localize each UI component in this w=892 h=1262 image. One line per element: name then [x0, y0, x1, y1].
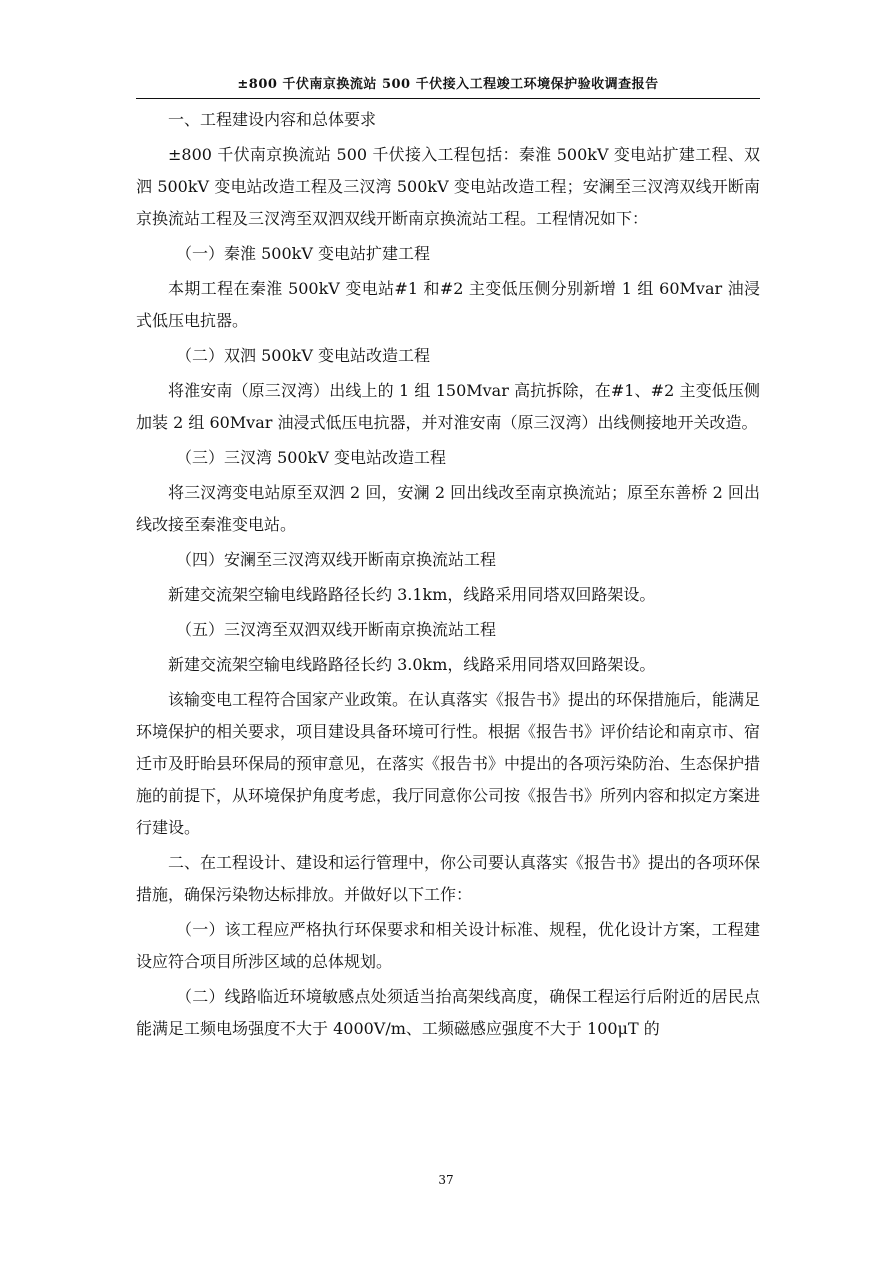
- subsection-heading: （一）秦淮 500kV 变电站扩建工程: [176, 244, 430, 263]
- paragraph: 本期工程在秦淮 500kV 变电站#1 和#2 主变低压侧分别新增 1 组 60Mvar 油浸式低压电抗器。: [136, 279, 760, 330]
- paragraph: 新建交流架空输电线路路径长约 3.1km，线路采用同塔双回路架设。: [168, 585, 656, 604]
- paragraph: 新建交流架空输电线路路径长约 3.0km，线路采用同塔双回路架设。: [168, 655, 656, 674]
- subsection-heading: （四）安澜至三汊湾双线开断南京换流站工程: [176, 550, 497, 569]
- paragraph: 二、在工程设计、建设和运行管理中，你公司要认真落实《报告书》提出的各项环保措施，确保污染物达标排放。并做好以下工作：: [136, 853, 761, 904]
- paragraph: 该输变电工程符合国家产业政策。在认真落实《报告书》提出的环保措施后，能满足环境保护的相关要求，项目建设具备环境可行性。根据《报告书》评价结论和南京市、宿迁市及盱眙县环保局的预审意见，在落实《报告书》中提出的各项污染防治、生态保护措施的前提下，从环境保护角度考虑，我厅同意你公司按《报告书》所列内容和拟定方案进行建设。: [136, 690, 761, 837]
- header-rule: [136, 98, 760, 99]
- paragraph: 将三汊湾变电站原至双泗 2 回，安澜 2 回出线改至南京换流站；原至东善桥 2 回出线改接至秦淮变电站。: [136, 483, 760, 534]
- body-text: [136, 104, 760, 1048]
- paragraph: （一）该工程应严格执行环保要求和相关设计标准、规程，优化设计方案，工程建设应符合项目所涉区域的总体规划。: [136, 920, 760, 971]
- subsection-heading: （二）双泗 500kV 变电站改造工程: [176, 346, 430, 365]
- section-heading: 一、工程建设内容和总体要求: [168, 110, 377, 129]
- subsection-heading: （五）三汊湾至双泗双线开断南京换流站工程: [176, 620, 497, 639]
- subsection-heading: （三）三汊湾 500kV 变电站改造工程: [176, 448, 446, 467]
- paragraph: （二）线路临近环境敏感点处须适当抬高架线高度，确保工程运行后附近的居民点能满足工频电场强度不大于 4000V/m、工频磁感应强度不大于 100μT 的: [136, 987, 760, 1038]
- running-header: ±800 千伏南京换流站 500 千伏接入工程竣工环境保护验收调查报告: [237, 77, 659, 92]
- page-number: 37: [438, 1173, 454, 1187]
- paragraph: ±800 千伏南京换流站 500 千伏接入工程包括：秦淮 500kV 变电站扩建工程、双泗 500kV 变电站改造工程及三汊湾 500kV 变电站改造工程；安澜至三汊湾双线开断南京换流站工程及三汊湾至双泗双线开断南京换流站工程。工程情况如下：: [136, 145, 760, 228]
- paragraph: 将淮安南（原三汊湾）出线上的 1 组 150Mvar 高抗拆除，在#1、#2 主变低压侧加装 2 组 60Mvar 油浸式低压电抗器，并对淮安南（原三汊湾）出线侧接地开关改造。: [136, 381, 760, 432]
